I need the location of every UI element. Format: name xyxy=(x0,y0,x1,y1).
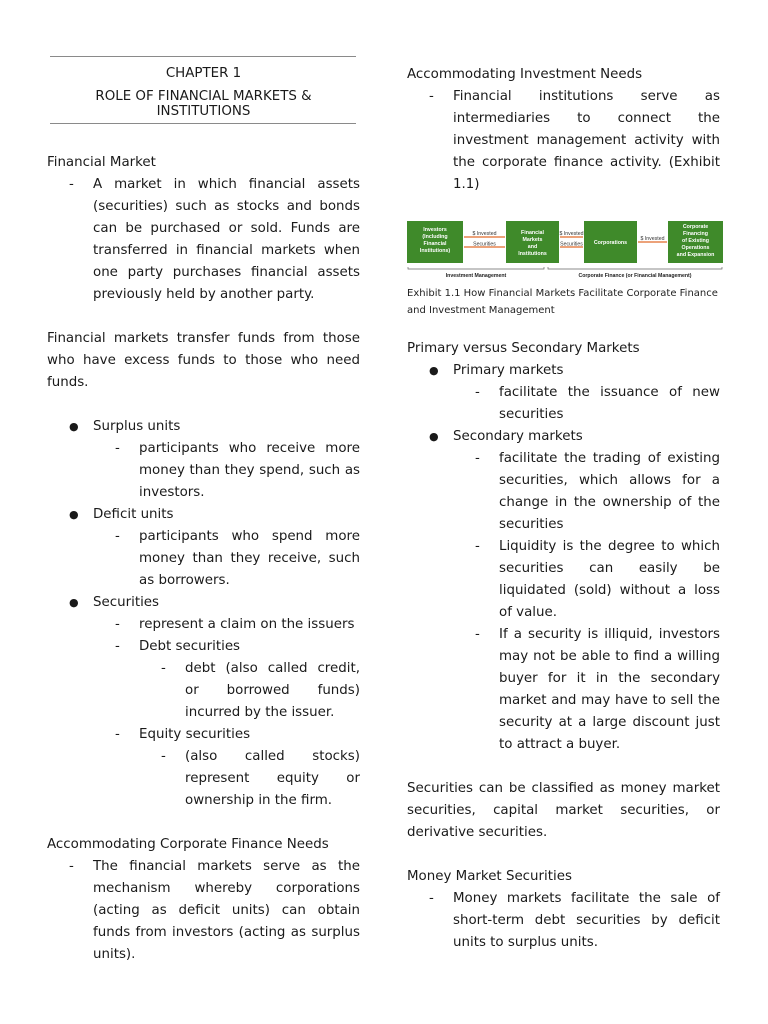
equity-definition: (also called stocks) represent equity or ownership in the firm. xyxy=(185,749,360,808)
corporate-finance-label: Corporate Finance (or Financial Management) xyxy=(578,273,692,279)
bottom-rule xyxy=(50,123,356,124)
money-market-item xyxy=(407,888,720,954)
corporate-bracket xyxy=(548,267,722,269)
primary-markets-label: Primary markets xyxy=(453,363,564,378)
primary-def-item xyxy=(407,382,720,426)
surplus-item xyxy=(47,438,360,504)
left-column xyxy=(47,152,360,966)
bullet-dot: ● xyxy=(69,508,79,521)
financial-market-heading: Financial Market xyxy=(47,155,156,170)
corporate-finance-item xyxy=(47,856,360,966)
dash-marker: - xyxy=(69,177,74,192)
secondary-def-item-1 xyxy=(407,448,720,536)
investment-bracket xyxy=(408,267,544,269)
secondary-bullet xyxy=(407,426,720,448)
investors-box-line3: Financial xyxy=(423,241,447,247)
debt-def-item xyxy=(47,658,360,724)
cf-box-line2: Financing xyxy=(682,231,709,237)
cf-box-line4: Operations xyxy=(681,245,710,251)
deficit-bullet xyxy=(47,504,360,526)
exhibit-caption-block xyxy=(407,285,720,319)
invested-label-3: $ Invested xyxy=(640,236,665,242)
primary-markets-definition: facilitate the issuance of new securities xyxy=(499,385,720,422)
securities-bullet xyxy=(47,592,360,614)
cf-box-line3: of Existing xyxy=(681,238,710,244)
dash-marker: - xyxy=(161,749,166,764)
dash-marker: - xyxy=(475,539,480,554)
illiquid-definition: If a security is illiquid, investors may not be able to find a willing buyer for it in the secondary market and may have to sell the security at a large discount just to attract a buyer. xyxy=(499,627,720,752)
securities-claim-item xyxy=(47,614,360,636)
fmi-box-line1: Financial xyxy=(521,230,544,236)
right-column-bottom xyxy=(407,338,720,954)
cf-box-line5: and Expansion xyxy=(676,252,715,258)
corporate-finance-heading: Accommodating Corporate Finance Needs xyxy=(47,837,329,852)
investment-management-label: Investment Management xyxy=(445,273,507,279)
financial-market-definition: A market in which financial assets (securities) such as stocks and bonds can be purchased or sold. Funds are transferred in financial markets when one party purchases financial assets previously held by another party. xyxy=(93,177,360,302)
dash-marker: - xyxy=(69,859,74,874)
dash-marker: - xyxy=(475,627,480,642)
deficit-item xyxy=(47,526,360,592)
cf-box-line1: Corporate xyxy=(682,224,709,230)
debt-securities-label: Debt securities xyxy=(139,639,241,654)
dash-marker: - xyxy=(115,727,120,742)
liquidity-definition: Liquidity is the degree to which securities can easily be liquidated (sold) without a loss of value. xyxy=(499,539,720,620)
secondary-def-item-3 xyxy=(407,624,720,756)
money-market-heading: Money Market Securities xyxy=(407,869,572,884)
corporate-finance-definition: The financial markets serve as the mechanism whereby corporations (acting as deficit units) can obtain funds from investors (acting as surplus units). xyxy=(93,859,360,962)
investors-box-line2: (Including xyxy=(422,234,448,240)
exhibit-diagram xyxy=(407,218,723,282)
exhibit-caption: Exhibit 1.1 How Financial Markets Facilitate Corporate Finance and Investment Management xyxy=(407,288,718,316)
securities-label-1: Securities xyxy=(473,241,496,248)
investors-box-line4: Institutions) xyxy=(419,248,451,254)
primary-bullet xyxy=(407,360,720,382)
surplus-bullet xyxy=(47,416,360,438)
securities-label-2: Securities xyxy=(560,241,583,248)
equity-securities-label: Equity securities xyxy=(139,727,251,742)
surplus-definition: participants who receive more money than they spend, such as investors. xyxy=(139,441,360,500)
investment-needs-item xyxy=(407,86,720,196)
invested-label-1: $ Invested xyxy=(472,231,497,237)
primary-secondary-heading: Primary versus Secondary Markets xyxy=(407,341,640,356)
chapter-title: ROLE OF FINANCIAL MARKETS & INSTITUTIONS xyxy=(95,89,312,119)
dash-marker: - xyxy=(475,385,480,400)
transfer-paragraph: Financial markets transfer funds from those who have excess funds to those who need funds. xyxy=(47,331,360,390)
chapter-number: CHAPTER 1 xyxy=(165,66,242,81)
fmi-box-line2: Markets xyxy=(522,237,543,243)
debt-securities-item xyxy=(47,636,360,658)
bullet-dot: ● xyxy=(69,596,79,609)
dash-marker: - xyxy=(115,441,120,456)
equity-securities-item xyxy=(47,724,360,746)
dash-marker: - xyxy=(429,89,434,104)
dash-marker: - xyxy=(161,661,166,676)
classification-paragraph: Securities can be classified as money market securities, capital market securities, or derivative securities. xyxy=(407,781,720,840)
dash-marker: - xyxy=(115,617,120,632)
bullet-dot: ● xyxy=(429,364,439,377)
right-column-top xyxy=(407,64,720,196)
deficit-definition: participants who spend more money than they receive, such as borrowers. xyxy=(139,529,360,588)
investment-needs-heading: Accommodating Investment Needs xyxy=(407,67,643,82)
equity-def-item xyxy=(47,746,360,812)
bullet-dot: ● xyxy=(69,420,79,433)
top-rule xyxy=(50,56,356,57)
securities-claim: represent a claim on the issuers xyxy=(139,617,355,632)
financial-market-item xyxy=(47,174,360,306)
surplus-label: Surplus units xyxy=(93,419,181,434)
corporations-box-text: Corporations xyxy=(593,240,628,246)
money-market-definition: Money markets facilitate the sale of short-term debt securities by deficit units to surplus units. xyxy=(453,891,720,950)
dash-marker: - xyxy=(115,529,120,544)
securities-label: Securities xyxy=(93,595,159,610)
dash-marker: - xyxy=(115,639,120,654)
secondary-markets-label: Secondary markets xyxy=(453,429,583,444)
bullet-dot: ● xyxy=(429,430,439,443)
investors-box-line1: Investors xyxy=(423,227,447,233)
dash-marker: - xyxy=(475,451,480,466)
invested-label-2: $ Invested xyxy=(559,231,584,237)
fmi-box-line4: Institutions xyxy=(518,251,547,257)
secondary-markets-definition: facilitate the trading of existing securities, which allows for a change in the ownership of the securities xyxy=(499,451,720,532)
debt-definition: debt (also called credit, or borrowed funds) incurred by the issuer. xyxy=(185,661,360,720)
fmi-box-line3: and xyxy=(527,244,538,250)
deficit-label: Deficit units xyxy=(93,507,174,522)
investment-needs-definition: Financial institutions serve as intermediaries to connect the investment management activity with the corporate finance activity. (Exhibit 1.1) xyxy=(453,89,720,192)
dash-marker: - xyxy=(429,891,434,906)
secondary-def-item-2 xyxy=(407,536,720,624)
